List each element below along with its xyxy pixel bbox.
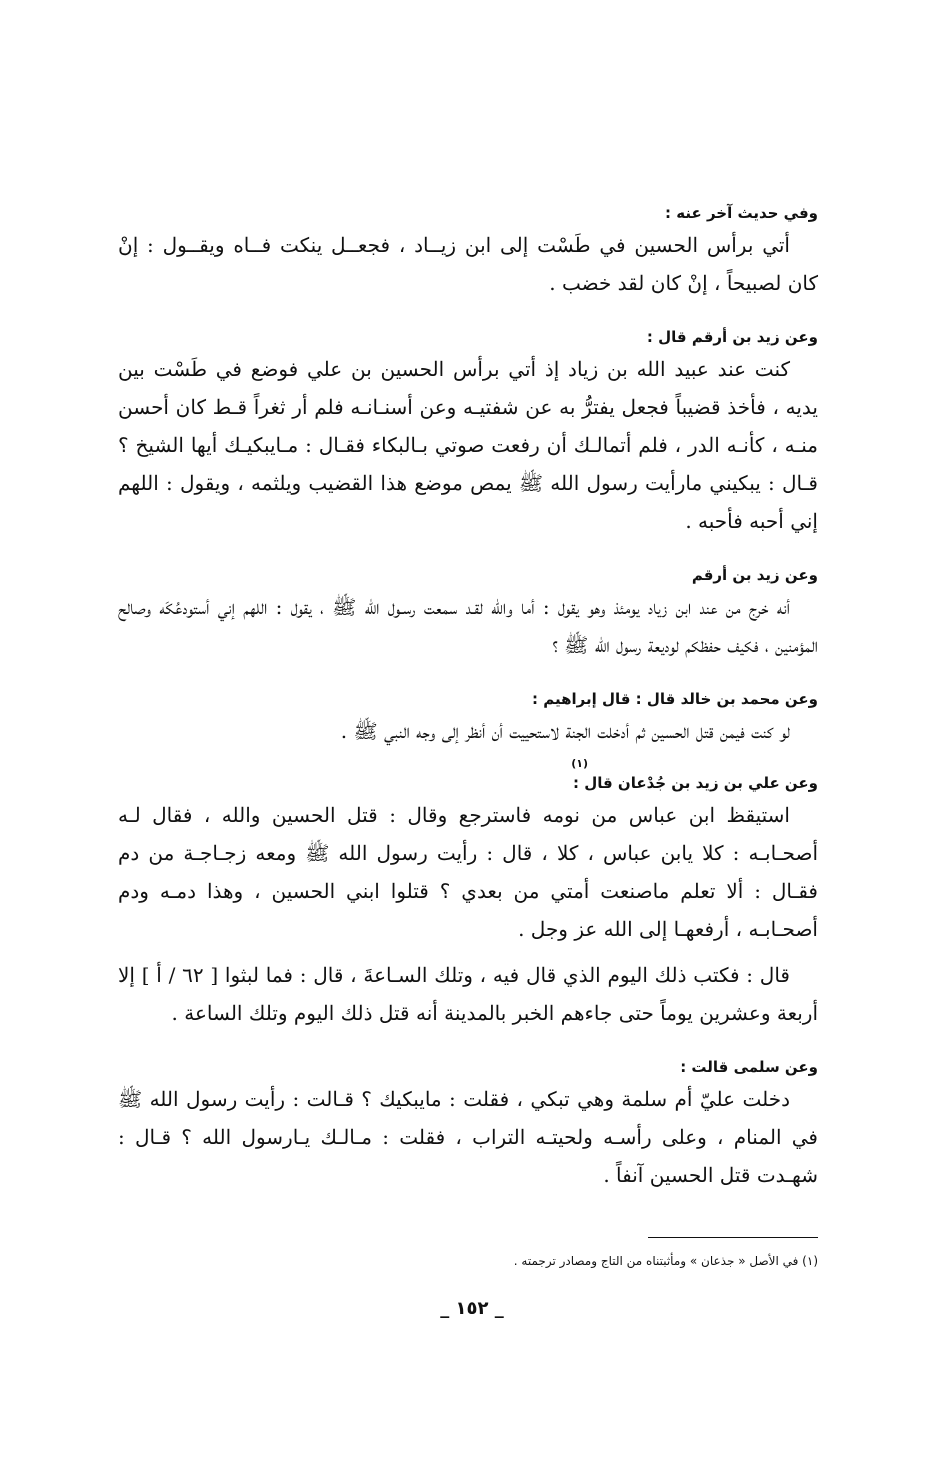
paragraph: كنت عند عبيد الله بن زياد إذ أتي برأس الحسين بن علي فوضع في طَسْت بين يديه ، فأخذ قضيباً فجعل يفترُّ به عن شفتيـه وعن أسنـانـه فلم أر ثغراً قـط كان أحسن منـه ، كأنـه الدر ، فلم أتمالـك أن رفعت صوتي بـالبكاء فقـال : مـايبكيـك أيها الشيخ ؟ قـال : يبكيني مارأيت رسول الله ﷺ يمص موضع هذا القضيب ويلثمه ، ويقول : اللهم إني أحبه فأحبه . [118, 357, 818, 533]
section-heading: وعن زيد بن أرقم قال : [646, 328, 818, 346]
paragraph: لو كنت فيمن قتل الحسين ثم أدخلت الجنة لاستحييت أن أنظر إلى وجه النبي ﷺ . [340, 719, 790, 743]
hadith-section [118, 1054, 818, 1194]
footnote-reference: (١) [571, 757, 588, 770]
paragraph: قال : فكتب ذلك اليوم الذي قال فيه ، وتلك السـاعةَ ، قال : فما لبثوا [ ٦٢ / أ ] إلا أربعة وعشرين يوماً حتى جاءهم الخبر بالمدينة أنه قتل ذلك اليوم وتلك الساعة . [118, 963, 818, 1025]
hadith-section [118, 200, 818, 302]
section-heading: وفي حديث آخر عنه : [665, 204, 818, 222]
hadith-section [118, 562, 818, 664]
hadith-section [118, 758, 818, 1032]
page-body [118, 200, 818, 1216]
hadith-section [118, 324, 818, 540]
footnote-divider [648, 1237, 818, 1238]
paragraph: دخلت عليّ أم سلمة وهي تبكي ، فقلت : مايبكيك ؟ قـالت : رأيت رسول الله ﷺ في المنام ، وعلى رأسـه ولحيتـه التراب ، فقلت : مـالـك يـارسول الله ؟ قـال : شهـدت قتل الحسين آنفاً . [118, 1087, 818, 1187]
section-heading: وعن محمد بن خالد قال : قال إبراهيم : [531, 690, 818, 708]
paragraph: أنه خرج من عند ابن زياد يومئذ وهو يقول : أما والله لقـد سمعت رسـول الله ﷺ ، يقول : اللهم إني أستودعُكَه وصالح المؤمنين ، فكيف حفظكم لوديعة رسول الله ﷺ ؟ [118, 595, 818, 657]
hadith-section [118, 686, 818, 750]
section-heading: وعن زيد بن أرقم [691, 566, 818, 584]
section-heading: وعن سلمى قالت : [680, 1058, 818, 1076]
paragraph: أتي برأس الحسين في طَسْت إلى ابن زيــاد ، فجعــل ينكت فــاه ويقــول : إنْ كان لصبيحاً ، إنْ كان لقد خضب . [118, 233, 818, 295]
page-number: _ ١٥٢ _ [440, 1298, 504, 1319]
footnote: (١) في الأصل « جذعان » ومأثبتناه من التاج ومصادر ترجمته . [513, 1254, 818, 1268]
paragraph: استيقظ ابن عباس من نومه فاسترجع وقال : قتل الحسين والله ، فقال لـه أصحـابـه : كلا يابن عباس ، كلا ، قال : رأيت رسول الله ﷺ ومعه زجـاجـة من دم فقـال : ألا تعلم ماصنعت أمتي من بعدي ؟ قتلوا ابني الحسين ، وهذا دمـه ودم أصحـابـه ، أرفعهـا إلى الله عز وجل . [118, 803, 818, 941]
section-heading: وعن علي بن زيد بن جُدْعان قال : [573, 774, 818, 792]
